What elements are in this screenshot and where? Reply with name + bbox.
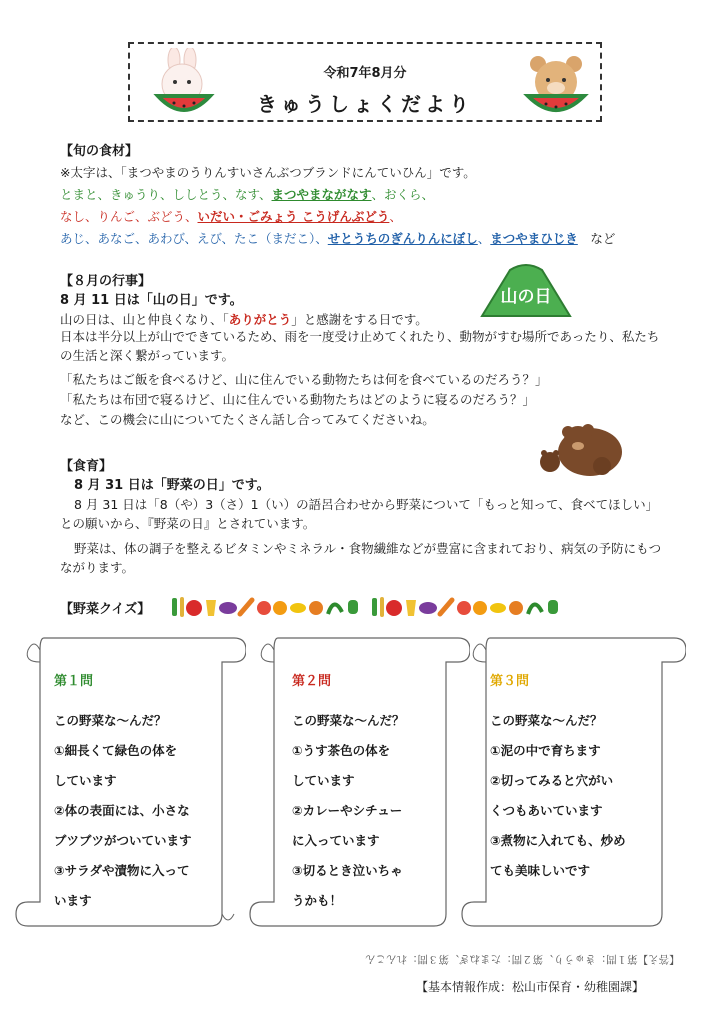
vegetable-day-heading: 8 月 31 日は「野菜の日」です。: [74, 478, 270, 493]
brand-item: せとうちのぎんりんにぼし: [327, 231, 478, 246]
header-month: 令和7年8月分: [323, 66, 407, 81]
seafood-tail: など: [577, 231, 616, 246]
quiz-line: に入っています: [292, 833, 380, 848]
quiz-line: ①泥の中で育ちます: [490, 743, 601, 758]
seasonal-line-seafood: [60, 229, 615, 247]
quiz-line: ②カレーやシチュー: [292, 803, 403, 818]
events-p3: など、この機会に山についてたくさん話し合ってみてくださいね。: [60, 412, 435, 427]
seafood-sep: 、: [477, 231, 491, 246]
quiz-line: うかも！: [292, 893, 343, 908]
fruit-list-tail: 、: [389, 209, 402, 224]
seafood-list: あじ、あなご、あわび、えび、たこ（まだこ）、: [60, 231, 328, 246]
quiz-line: この野菜な～んだ？: [292, 713, 405, 728]
quiz-number: 第２問: [292, 674, 332, 689]
fruit-list: なし、りんご、ぶどう、: [60, 209, 198, 224]
header-box: [128, 42, 602, 122]
seasonal-line-fruits: [60, 207, 402, 225]
events-p1-b: 」と感謝をする日です。: [291, 312, 428, 327]
newsletter-title: きゅうしょくだより: [257, 92, 473, 116]
quiz-line: しています: [54, 773, 117, 788]
quiz-text: [292, 706, 442, 916]
quiz-line: ても美味しいです: [490, 863, 591, 878]
quiz-line: ブツブツがついています: [54, 833, 192, 848]
veg-list: とまと、きゅうり、ししとう、なす、: [60, 187, 272, 202]
quiz-line: くつもあいています: [490, 803, 603, 818]
events-question-1: 「私たちはご飯を食べるけど、山に住んでいる動物たちは何を食べているのだろう？」: [60, 372, 548, 387]
quiz-text: [54, 706, 214, 916]
quiz-card-1: [14, 628, 214, 928]
quiz-line: この野菜な～んだ？: [490, 713, 603, 728]
quiz-line: ③煮物に入れても、炒め: [490, 833, 626, 848]
quiz-number: 第１問: [54, 674, 94, 689]
quiz-answers-upside-down: 【答え】第１問：きゅうり、第２問：たまねぎ、第３問：れんこん: [365, 953, 680, 965]
quiz-line: います: [54, 893, 92, 908]
rabbit-watermelon-illustration: [150, 48, 220, 120]
seasonal-heading: 【旬の食材】: [60, 144, 139, 159]
brand-item: まつやまひじき: [490, 231, 578, 246]
footer-credit: 【基本情報作成：松山市保育・幼稚園課】: [416, 980, 645, 994]
quiz-line: ①細長くて緑色の体を: [54, 743, 178, 758]
food-education-p1: 8 月 31 日は「8（や）3（さ）1（い）の語呂合わせから野菜について「もっと知って、食べてほしい」との願いから、『野菜の日』とされています。: [60, 497, 659, 531]
events-question-2: 「私たちは布団で寝るけど、山に住んでいる動物たちはどのように寝るのだろう？」: [60, 392, 536, 407]
events-p2: 日本は半分以上が山でできているため、雨を一度受け止めてくれたり、動物がすむ場所であったり、私たちの生活と深く繋がっています。: [60, 329, 660, 363]
quiz-line: ③サラダや漬物に入って: [54, 863, 190, 878]
events-p1-a: 山の日は、山と仲良くなり、「: [60, 312, 229, 327]
quiz-number: 第３問: [490, 674, 530, 689]
mountain-day-sign-text: 山の日: [500, 287, 552, 307]
vegetable-border-illustration: [170, 594, 610, 620]
veg-list-tail: 、おくら、: [371, 187, 435, 202]
bear-family-illustration: [536, 416, 628, 478]
quiz-line: しています: [292, 773, 355, 788]
food-education-p2: 野菜は、体の調子を整えるビタミンやミネラル・食物繊維などが豊富に含まれており、病気の予防にもつながります。: [60, 541, 662, 575]
brand-item: まつやまながなす: [271, 187, 372, 202]
food-education-heading: 【食育】: [60, 459, 113, 474]
mountain-day-sign-illustration: [478, 262, 574, 318]
quiz-heading: 【野菜クイズ】: [60, 602, 151, 617]
quiz-card-2: [248, 628, 448, 928]
quiz-line: ①うす茶色の体を: [292, 743, 391, 758]
quiz-line: ③切るとき泣いちゃ: [292, 863, 403, 878]
quiz-line: ②体の表面には、小さな: [54, 803, 190, 818]
thanks-word: ありがとう: [228, 312, 292, 327]
mountain-day-heading: 8 月 11 日は「山の日」です。: [60, 293, 243, 308]
events-heading: 【８月の行事】: [60, 274, 152, 289]
brand-item: いだい・ごみょう こうげんぶどう: [197, 209, 390, 224]
seasonal-note: ※太字は、「まつやまのうりんすいさんぶつブランドにんていひん」です。: [60, 165, 476, 180]
events-p1: [60, 310, 428, 328]
bear-watermelon-illustration: [522, 50, 592, 120]
quiz-card-3: [460, 628, 660, 928]
quiz-text: [490, 706, 650, 886]
seasonal-line-vegetables: [60, 185, 434, 203]
quiz-line: ②切ってみると穴がい: [490, 773, 614, 788]
quiz-line: この野菜な～んだ？: [54, 713, 167, 728]
